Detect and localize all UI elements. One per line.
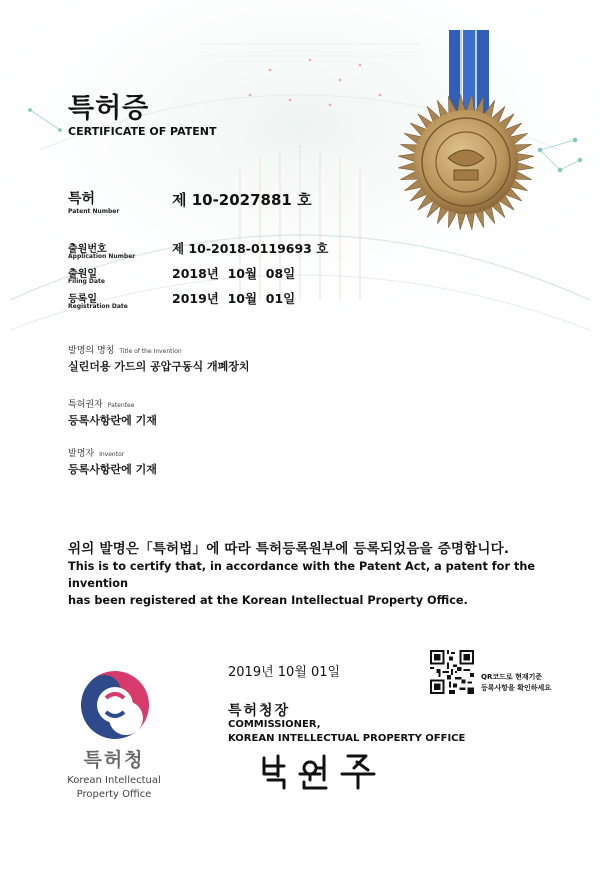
commissioner-title-en-line2: KOREAN INTELLECTUAL PROPERTY OFFICE (228, 733, 466, 744)
commissioner-title: 특허청장 (228, 703, 291, 719)
inventor-label (68, 446, 124, 459)
application-number-value: 제 10-2018-0119693 호 (172, 241, 329, 256)
registration-date-value: 2019년 10월 01일 (172, 291, 296, 306)
kipo-logo-icon (78, 668, 152, 742)
filing-date-label-en: Filing Date (68, 278, 105, 285)
qr-code-note-line2: 등록사항을 확인하세요 (481, 684, 552, 692)
patent-number-label-en: Patent Number (68, 208, 120, 215)
certificate-title: 특허증 (68, 93, 150, 124)
certificate-title-en: CERTIFICATE OF PATENT (68, 125, 217, 138)
seal-icon (396, 92, 536, 232)
inventor-label-ko: 발명자 (68, 449, 95, 459)
inventor-value: 등록사항란에 기재 (68, 463, 157, 476)
registration-date-label: 등록일 (68, 294, 97, 305)
patentee-label (68, 397, 134, 410)
registration-date-label-en: Registration Date (68, 303, 128, 310)
office-name-en (58, 774, 170, 802)
certification-statement-en-line2: has been registered at the Korean Intellectual Property Office. (68, 594, 468, 607)
office-name-en-line2: Property Office (76, 789, 152, 800)
invention-title-label (68, 343, 182, 356)
invention-title-label-en: Title of the Invention (119, 348, 182, 355)
qr-code-note-line1: QR코드로 현재기준 (481, 673, 543, 681)
patentee-label-en: Patentee (107, 402, 135, 409)
filing-date-label: 출원일 (68, 269, 97, 280)
invention-title-value: 실린더용 가드의 공압구동식 개폐장치 (68, 360, 250, 373)
commissioner-signature (258, 750, 388, 790)
issue-date: 2019년 10월 01일 (228, 665, 341, 680)
certification-statement-ko: 위의 발명은「특허법」에 따라 특허등록원부에 등록되었음을 증명합니다. (68, 541, 510, 557)
qr-code-note (481, 672, 551, 694)
office-name-en-line1: Korean Intellectual (67, 775, 161, 786)
application-number-label-en: Application Number (68, 253, 136, 260)
filing-date-value: 2018년 10월 08일 (172, 266, 296, 281)
patent-number-value: 제 10-2027881 호 (172, 191, 312, 209)
office-name: 특허청 (83, 749, 145, 771)
certification-statement-en-line1: This is to certify that, in accordance with the Patent Act, a patent for the invention (68, 560, 536, 590)
patent-number-label: 특허 (68, 191, 96, 207)
application-number-label: 출원번호 (68, 244, 107, 255)
patentee-value: 등록사항란에 기재 (68, 414, 157, 427)
commissioner-title-en (228, 718, 465, 746)
inventor-label-en: Inventor (99, 451, 125, 458)
certification-statement-en (68, 558, 588, 609)
commissioner-title-en-line1: COMMISSIONER, (228, 719, 321, 730)
invention-title-label-ko: 발명의 명칭 (68, 346, 115, 356)
qr-code-icon[interactable] (430, 650, 474, 694)
patentee-label-ko: 특허권자 (68, 400, 103, 410)
